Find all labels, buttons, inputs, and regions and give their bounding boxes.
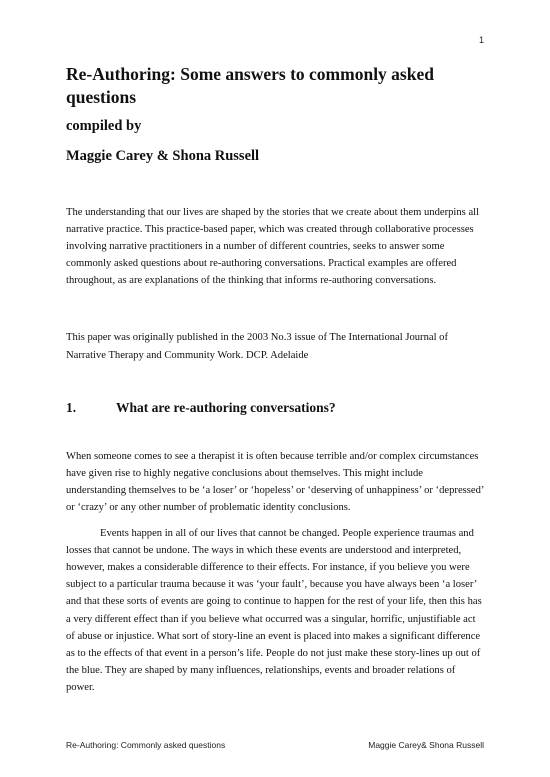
- abstract-paragraph: The understanding that our lives are shaped by the stories that we create about them underpins all narrative practice. This practice-based paper, which was created through collaborative processes involving narrative practitioners in a number of different countries, seeks to answer some commonly asked questions about re-authoring conversations. Practical examples are offered throughout, as are explanations of the thinking that informs re-authoring conversations.: [66, 207, 480, 287]
- document-body: [66, 63, 484, 696]
- section-heading: [66, 398, 484, 418]
- page-footer: [66, 740, 484, 750]
- authors: Maggie Carey & Shona Russell: [66, 148, 260, 164]
- compiled-by-label: compiled by: [66, 118, 142, 134]
- body-paragraph: When someone comes to see a therapist it is often because terrible and/or complex circumstances have given rise to highly negative conclusions about themselves. This might include understanding themselves to be ‘a loser’ or ‘hopeless’ or ‘deserving of unhappiness’ or ‘depressed’ or ‘crazy’ or any other number of problematic identity conclusions.: [66, 450, 484, 513]
- publication-note: This paper was originally published in the 2003 No.3 issue of The International Journal of Narrative Therapy and Community Work. DCP. Adelaide: [66, 332, 448, 361]
- page-number: 1: [478, 35, 484, 45]
- section-title: What are re-authoring conversations?: [116, 399, 336, 415]
- section-number: 1.: [66, 399, 77, 415]
- footer-left-text: Re-Authoring: Commonly asked questions: [66, 740, 226, 750]
- footer-right-text: Maggie Carey& Shona Russell: [368, 740, 484, 750]
- document-title: Re-Authoring: Some answers to commonly asked questions: [66, 64, 434, 107]
- body-paragraph: Events happen in all of our lives that cannot be changed. People experience traumas and losses that cannot be undone. The ways in which these events are understood and interpreted, however, makes a considerable difference to their effects. For instance, if you believe you were subject to a particular trauma because it was ‘your fault’, because you have always been ‘a loser’ and that these sorts of events are going to continue to happen for the rest of your life, then this has a very different effect than if you believe what occurred was a singular, horrific, unjustifiable act of abuse or injustice. What sort of story-line an event is placed into makes a significant difference as to the effects of that event in a person’s life. People do not just make these story-lines up out of the blue. They are shaped by many influences, relationships, events and broader relations of power.: [66, 528, 482, 693]
